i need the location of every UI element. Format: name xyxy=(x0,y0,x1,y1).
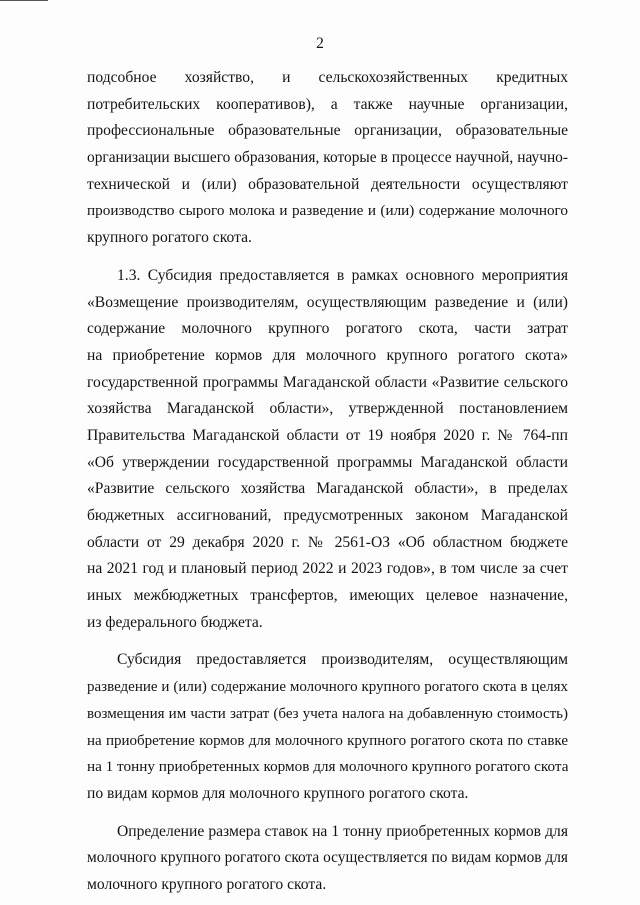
text-line: 1.3. Субсидия предоставляется в рамках основного мероприятия xyxy=(117,266,568,284)
text-line: организации высшего образования, которые в процессе научной, научно- xyxy=(87,149,568,167)
paragraph xyxy=(87,647,568,807)
text-line: подсобное хозяйство, и сельскохозяйственных кредитных xyxy=(87,69,568,86)
text-line: молочного крупного рогатого скота осуществляется по видам кормов для xyxy=(87,849,568,867)
text-line: крупного рогатого скота. xyxy=(87,229,252,247)
paragraph-gap xyxy=(87,808,568,819)
text-line: Определение размера ставок на 1 тонну приобретенных кормов для xyxy=(117,822,568,840)
text-line: государственной программы Магаданской области «Развитие сельского xyxy=(87,373,568,391)
paragraph xyxy=(87,65,568,252)
text-line: потребительских кооперативов), а также научные организации, xyxy=(87,95,568,113)
text-line: иных межбюджетных трансфертов, имеющих целевое назначение, xyxy=(87,587,568,605)
text-line: Субсидия предоставляется производителям, осуществляющим xyxy=(117,651,568,669)
paragraph-gap xyxy=(87,252,568,263)
text-line: содержание молочного крупного рогатого скота, части затрат xyxy=(87,320,568,338)
text-line: на приобретение кормов для молочного крупного рогатого скота по ставке xyxy=(87,732,568,749)
scan-corner-mark xyxy=(0,0,48,1)
paragraph xyxy=(87,819,568,899)
text-line: хозяйства Магаданской области», утвержденной постановлением xyxy=(87,400,568,418)
paragraph xyxy=(87,263,568,637)
text-line: «Возмещение производителям, осуществляющим разведение и (или) xyxy=(87,293,568,311)
text-line: на 2021 год и плановый период 2022 и 2023 годов», в том числе за счет xyxy=(87,560,568,578)
text-line: производство сырого молока и разведение и (или) содержание молочного xyxy=(87,202,568,220)
text-line: бюджетных ассигнований, предусмотренных законом Магаданской xyxy=(87,507,568,524)
text-line: на 1 тонну приобретенных кормов для молочного крупного рогатого скота xyxy=(87,758,568,776)
text-line: разведение и (или) содержание молочного крупного рогатого скота в целях xyxy=(87,679,568,696)
text-line: области от 29 декабря 2020 г. № 2561-ОЗ «Об областном бюджете xyxy=(87,533,568,551)
text-line: на приобретение кормов для молочного крупного рогатого скота» xyxy=(87,346,568,364)
paragraph-gap xyxy=(87,636,568,647)
body-text xyxy=(87,65,568,899)
text-line: «Об утверждении государственной программы Магаданской области xyxy=(87,453,568,471)
text-line: молочного крупного рогатого скота. xyxy=(87,875,327,893)
text-line: из федерального бюджета. xyxy=(87,613,263,631)
page-number: 2 xyxy=(316,35,324,52)
text-line: технической и (или) образовательной деятельности осуществляют xyxy=(87,175,568,193)
text-line: Правительства Магаданской области от 19 ноября 2020 г. № 764-пп xyxy=(87,426,568,444)
text-line: «Развитие сельского хозяйства Магаданской области», в пределах xyxy=(87,480,568,498)
text-line: профессиональные образовательные организации, образовательные xyxy=(87,122,568,140)
text-line: по видам кормов для молочного крупного рогатого скота. xyxy=(87,784,469,802)
text-line: возмещения им части затрат (без учета налога на добавленную стоимость) xyxy=(87,705,568,722)
